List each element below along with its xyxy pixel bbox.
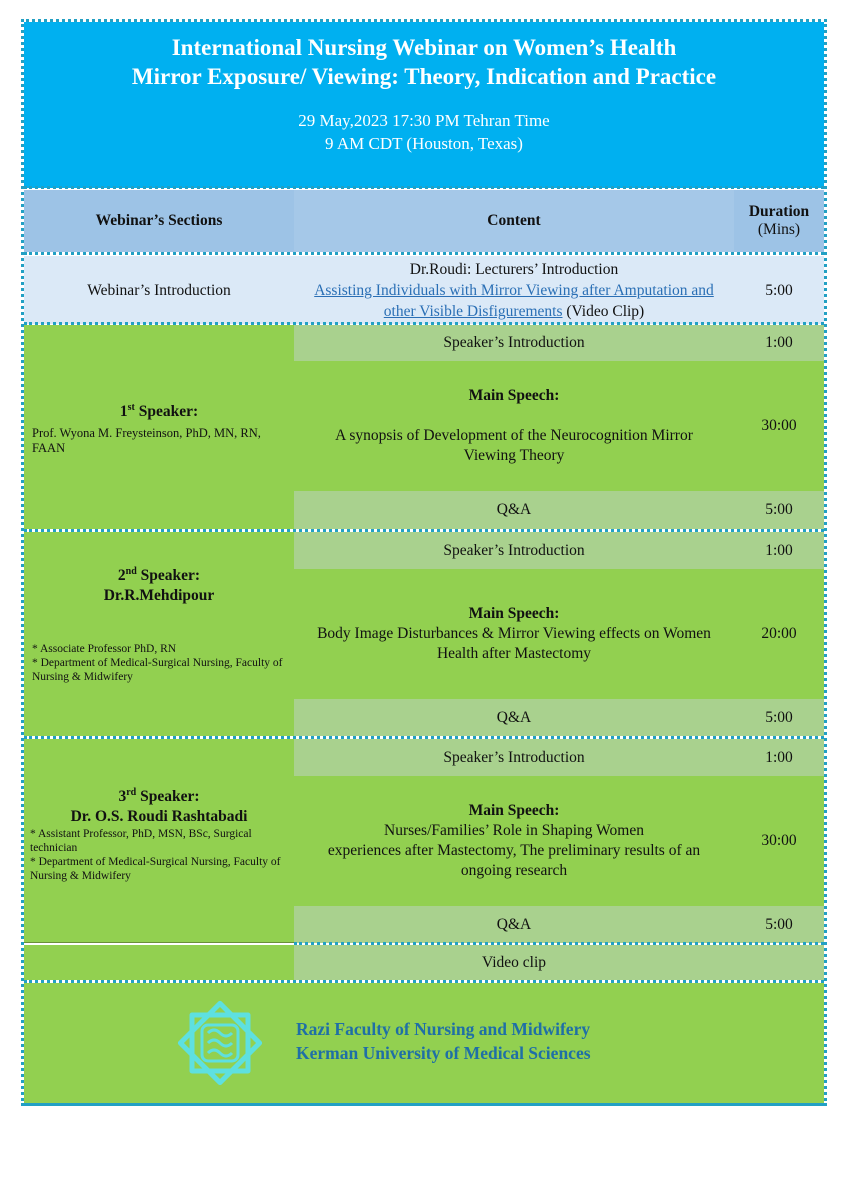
date-line-1: 29 May,2023 17:30 PM Tehran Time <box>298 111 550 130</box>
video-clip-row: Video clip <box>294 945 734 980</box>
divider <box>24 252 824 255</box>
speaker-3-title: 3rd Speaker: <box>118 787 200 806</box>
speaker-2-title: 2nd Speaker: <box>117 566 201 585</box>
speaker-2-intro-duration: 1:00 <box>734 532 824 569</box>
speaker-1-intro: Speaker’s Introduction <box>294 325 734 361</box>
speaker-3-main <box>294 776 734 906</box>
speaker-3-detail-1: * Assistant Professor, PhD, MSN, BSc, Surgical technician <box>30 828 252 855</box>
divider <box>24 942 294 943</box>
video-clip-link[interactable]: Assisting Individuals with Mirror Viewing after Amputation and other Visible Disfigurements <box>314 281 714 320</box>
speaker-2-main-duration: 20:00 <box>734 569 824 699</box>
speaker-2-qa-duration: 5:00 <box>734 699 824 736</box>
intro-duration: 5:00 <box>734 256 824 324</box>
speaker-3-qa: Q&A <box>294 906 734 943</box>
header-duration-label: Duration <box>748 203 810 220</box>
header-content: Content <box>294 190 734 252</box>
speaker-2-qa: Q&A <box>294 699 734 736</box>
speaker-3-main-text-1: Nurses/Families’ Role in Shaping Women <box>384 822 644 839</box>
speaker-2-main-text: Body Image Disturbances & Mirror Viewing effects on Women Health after Mastectomy <box>317 625 711 662</box>
speaker-3-cell <box>24 739 294 943</box>
header-duration <box>734 190 824 252</box>
intro-lecturers: Dr.Roudi: Lecturers’ Introduction <box>409 260 619 278</box>
speaker-3-qa-duration: 5:00 <box>734 906 824 943</box>
header-banner <box>24 22 824 188</box>
speaker-1-main-label: Main Speech: <box>468 387 560 404</box>
speaker-1-qa-duration: 5:00 <box>734 491 824 529</box>
speaker-3-detail-2: * Department of Medical-Surgical Nursing, Faculty of Nursing & Midwifery <box>30 856 281 883</box>
title-line-2: Mirror Exposure/ Viewing: Theory, Indication and Practice <box>131 64 717 89</box>
speaker-3-intro: Speaker’s Introduction <box>294 739 734 776</box>
footer-university: Kerman University of Medical Sciences <box>296 1043 591 1063</box>
speaker-3-main-duration: 30:00 <box>734 776 824 906</box>
footer <box>24 983 824 1103</box>
speaker-3-intro-duration: 1:00 <box>734 739 824 776</box>
speaker-2-main-label: Main Speech: <box>468 605 560 622</box>
video-row-empty-cell <box>24 945 294 980</box>
footer-text <box>296 1017 591 1065</box>
speaker-2-detail-2: * Department of Medical-Surgical Nursing, Faculty of Nursing & Midwifery <box>32 657 283 684</box>
speaker-3-main-label: Main Speech: <box>468 802 560 819</box>
speaker-3-name: Dr. O.S. Roudi Rashtabadi <box>70 808 248 826</box>
date-line-2: 9 AM CDT (Houston, Texas) <box>325 134 523 153</box>
speaker-1-cell <box>24 325 294 529</box>
speaker-2-cell <box>24 532 294 736</box>
footer-faculty: Razi Faculty of Nursing and Midwifery <box>296 1019 591 1039</box>
speaker-2-name: Dr.R.Mehdipour <box>103 587 215 605</box>
university-emblem-icon <box>172 995 268 1091</box>
speaker-1-details: Prof. Wyona M. Freysteinson, PhD, MN, RN, FAAN <box>32 426 261 456</box>
speaker-2-intro: Speaker’s Introduction <box>294 532 734 569</box>
speaker-1-main-duration: 30:00 <box>734 361 824 491</box>
speaker-1-qa: Q&A <box>294 491 734 529</box>
header-duration-unit: (Mins) <box>757 221 801 238</box>
divider <box>24 1103 824 1106</box>
speaker-1-main-text: A synopsis of Development of the Neurocognition Mirror Viewing Theory <box>335 427 693 464</box>
speaker-1-intro-duration: 1:00 <box>734 325 824 361</box>
header-sections: Webinar’s Sections <box>24 190 294 252</box>
speaker-1-main <box>294 361 734 491</box>
intro-section: Webinar’s Introduction <box>24 256 294 324</box>
video-row-duration-cell <box>734 945 824 980</box>
speaker-2-main <box>294 569 734 699</box>
intro-content <box>294 256 734 324</box>
speaker-1-title: 1st Speaker: <box>119 401 199 421</box>
speaker-3-main-text-2: experiences after Mastectomy, The preliminary results of an ongoing research <box>327 842 701 879</box>
divider <box>24 186 824 189</box>
speaker-2-detail-1: * Associate Professor PhD, RN <box>32 643 177 656</box>
title-line-1: International Nursing Webinar on Women’s Health <box>171 35 677 60</box>
video-clip-suffix: (Video Clip) <box>562 302 645 320</box>
